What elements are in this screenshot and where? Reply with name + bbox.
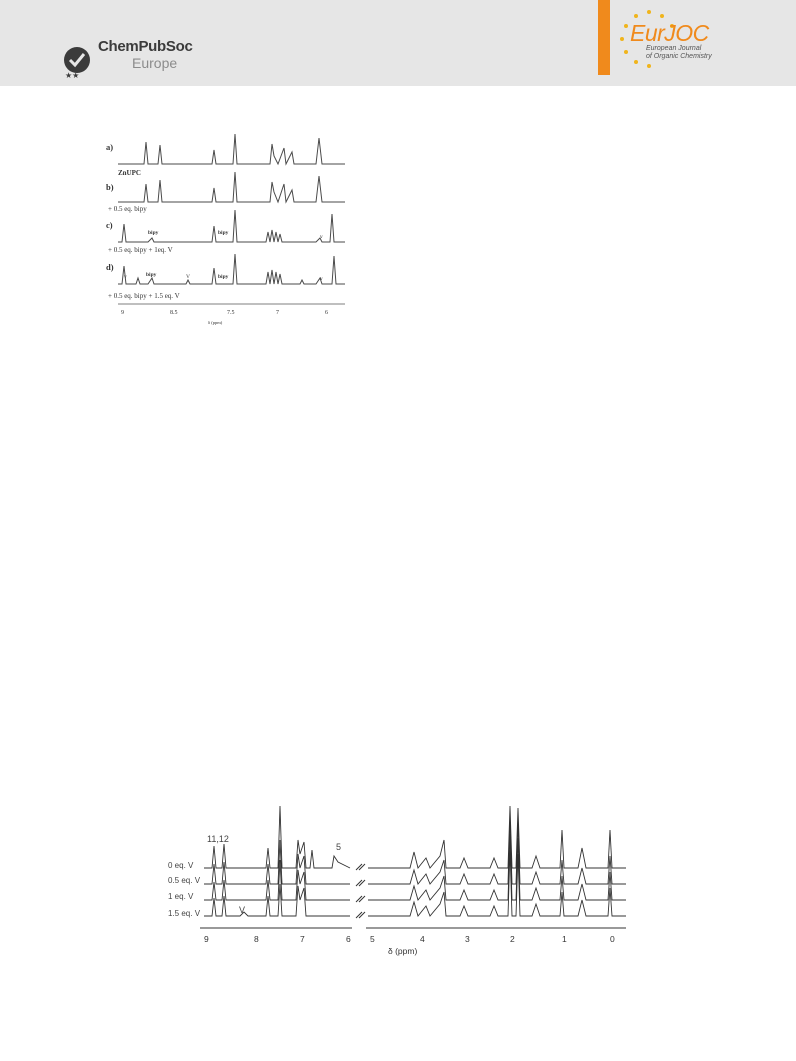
trace-label: 0 eq. V <box>168 861 194 870</box>
peak-label: bipy <box>146 272 157 278</box>
tick-label: 6 <box>346 934 351 944</box>
panel-label: d) <box>106 262 114 272</box>
peak-label: v <box>320 276 323 282</box>
peak-label: bipy <box>148 230 159 236</box>
panel-d <box>106 254 345 300</box>
panel-caption: ZnUPC <box>118 169 141 177</box>
tick-label: 1 <box>562 934 567 944</box>
tick-label: 6 <box>325 310 328 316</box>
peak-label: v <box>320 234 323 240</box>
panel-label: b) <box>106 182 114 192</box>
panel-caption: + 0.5 eq. bipy + 1.5 eq. V <box>108 292 180 300</box>
peak-label: bipy <box>218 274 229 280</box>
panel-label: a) <box>106 142 114 152</box>
panel-label: c) <box>106 220 113 230</box>
journal-short-title: EurJOC <box>630 20 709 46</box>
tick-label: 8.5 <box>170 310 178 316</box>
panel-c <box>106 210 345 254</box>
tick-label: 4 <box>420 934 425 944</box>
journal-full-title-line1: European Journal <box>646 45 702 52</box>
tick-label: 9 <box>121 310 124 316</box>
accent-bar <box>598 0 610 75</box>
spectrum-traces <box>204 806 626 916</box>
publisher-region: Europe <box>132 55 178 71</box>
trace-label: 1 eq. V <box>168 892 194 901</box>
journal-header <box>0 0 796 86</box>
spectrum-trace-a <box>118 134 345 164</box>
tick-label: 8 <box>254 934 259 944</box>
journal-full-title-line2: of Organic Chemistry <box>646 53 712 60</box>
publisher-name: ChemPubSoc <box>98 38 193 55</box>
tick-label: 0 <box>610 934 615 944</box>
trace-label: 0.5 eq. V <box>168 876 201 885</box>
axis-label: δ (ppm) <box>388 946 418 956</box>
trace-label: 1.5 eq. V <box>168 909 201 918</box>
tick-label: 7 <box>276 310 279 316</box>
peak-annotation: 11,12 <box>207 834 229 844</box>
spectrum-trace-d <box>118 254 345 284</box>
axis-label: δ (ppm) <box>208 320 223 325</box>
axis-ticks <box>204 934 615 944</box>
panel-caption: + 0.5 eq. bipy <box>108 205 147 213</box>
axis-ticks <box>121 310 328 316</box>
peak-annotation: V <box>239 905 246 915</box>
axis-break-icon <box>356 864 365 918</box>
svg-text:★★: ★★ <box>65 71 80 80</box>
tick-label: 9 <box>204 934 209 944</box>
peak-label: bipy <box>218 230 229 236</box>
peak-annotation: 5 <box>336 842 342 852</box>
spectrum-trace-c <box>118 210 345 242</box>
panel-a <box>106 134 345 177</box>
tick-label: 5 <box>370 934 375 944</box>
tick-label: 7.5 <box>227 310 235 316</box>
tick-label: 7 <box>300 934 305 944</box>
panel-b <box>106 172 345 213</box>
panel-caption: + 0.5 eq. bipy + 1eq. V <box>108 246 173 254</box>
nmr-figure-bottom <box>160 800 630 960</box>
peak-label: v <box>124 274 127 280</box>
tick-label: 2 <box>510 934 515 944</box>
tick-label: 3 <box>465 934 470 944</box>
nmr-figure-top <box>100 128 350 340</box>
spectrum-trace-b <box>118 172 345 202</box>
peak-label: V <box>186 274 190 280</box>
